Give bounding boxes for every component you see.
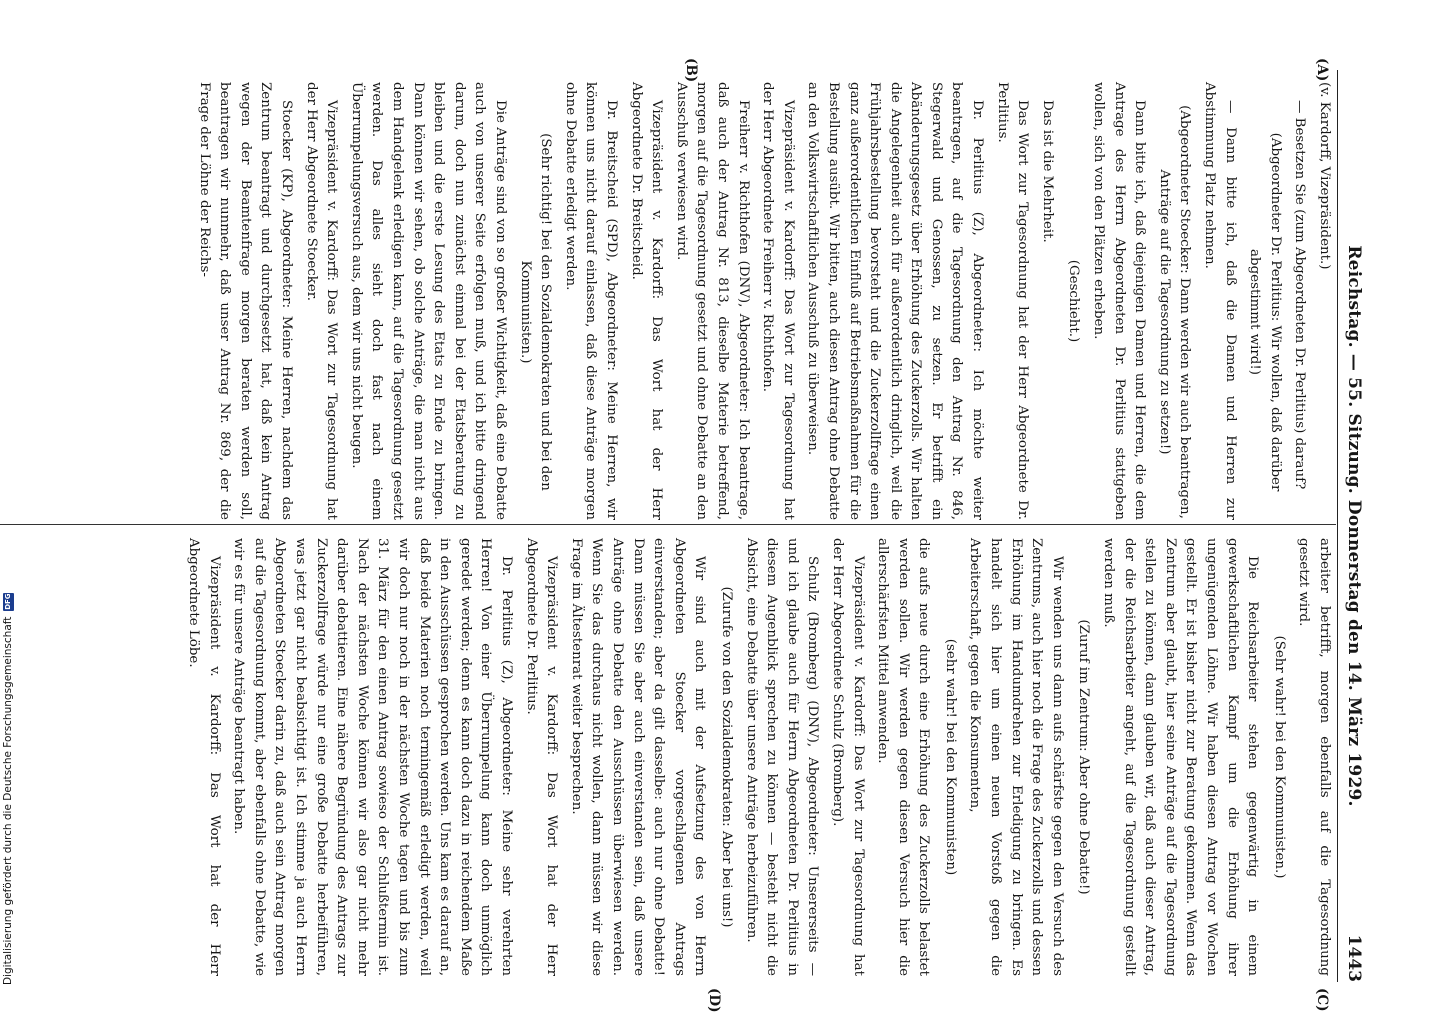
- page-number: 1443: [1344, 934, 1364, 982]
- interjection: (Zuruf im Zentrum: Aber ohne Debatte!): [1076, 619, 1092, 895]
- chair-remark: Vizepräsident v. Kardorff: Das Wort zur Tagesordnung hat der Herr Abgeordnete Stoecker.: [303, 82, 340, 520]
- right-column: [179, 538, 1334, 976]
- chair-remark: Vizepräsident v. Kardorff: Das Wort zur Tagesordnung hat der Herr Abgeordnete Freiherr v. Richthofen.: [760, 82, 796, 520]
- margin-mark-c: (C): [1314, 988, 1330, 1012]
- interjection: (Geschieht.): [1066, 259, 1082, 343]
- column-divider: [0, 524, 1336, 525]
- paragraph: Wir wenden uns dann aufs schärfste gegen den Versuch des Zentrums, auch hier noch die Frage des Zuckerzolls und dessen Erhöhung im Handumdrehen zur Erledigung zu bringen. Es handelt sich hier um einen neuen Vorstoß gegen die Arbeiterschaft, gegen die Konsumenten,: [967, 538, 1065, 976]
- paragraph: Das ist die Mehrheit.: [1039, 100, 1055, 243]
- paragraph: Das Wort zur Tagesordnung hat der Herr Abgeordnete Dr. Perlitius.: [994, 82, 1031, 520]
- dfg-logo: DFG: [3, 593, 12, 610]
- paragraph: Die Anträge sind von so großer Wichtigkeit, daß eine Debatte auch von unserer Seite erfolgen muß, und ich bitte dringend darum, doch nun zunächst einmal bei der Etatsberatung zu bleiben und die erste Lesung des Etats zu Ende zu bringen. Dann können wir sehen, ob solche Anträge, die man nicht aus dem Handgelenk erledigen kann, auf die Tagesordnung gesetzt werden. Das alles sieht doch fast nach einem Überrumpelungsversuch aus, dem wir uns nicht beugen.: [348, 82, 509, 520]
- speech: Dr. Perlitius (Z), Abgeordneter: Meine sehr verehrten Herren! Von einer Überrumpelung kann doch unmöglich geredet werden; denn es kann doch dazu in reichendem Maße in den Ausschüssen gesprochen werden. Uns kam es darauf an, daß beide Materien noch termingemäß erledigt werden, weil wir doch nur noch in der nächsten Woche tagen und bis zum 31. März für den einen Antrag sowieso der Schlußtermin ist. Nach der nächsten Woche können wir also gar nicht mehr darüber debattieren. Eine nähere Begründung des Antrags zur Zuckerzollfrage würde nur eine große Debatte herbeiführen, was jetzt gar nicht beabsichtigt ist. Ich stimme ja auch Herrn Abgeordneten Stoecker darin zu, daß auch sein Antrag morgen auf die Tagesordnung kommt, aber ebenfalls ohne Debatte, wie wir es für unsere Anträge beantragt haben.: [231, 538, 515, 976]
- interjection: (Abgeordneter Dr. Perlitius: Wir wollen, daß darüber abgestimmt wird!): [1247, 132, 1283, 492]
- chair-remark: Vizepräsident v. Kardorff: Das Wort hat der Herr Abgeordnete Dr. Perlitius.: [523, 538, 560, 976]
- speech: Dr. Perlitius (Z), Abgeordneter: Ich möchte weiter beantragen, auf die Tagesordnung den Antrag Nr. 846, Stegerwald und Genossen, zu setzen. Er betrifft ein Abänderungsgesetz über Erhöhung des Zuckerzolls. Wir halten die Angelegenheit auch für außerordentlich dringlich, weil die Frühjahrsbestellung bevorsteht und die Zuckerzollfrage einen ganz außerordentlichen Einfluß auf Betriebsmaßnahmen für die Bestellung ausübt. Wir bitten, auch diesen Antrag ohne Debatte an den Volkswirtschaftlichen Ausschuß zu überweisen.: [805, 82, 986, 520]
- paragraph: (v. Kardorff, Vizepräsident.): [1317, 82, 1332, 270]
- speech: Dr. Breitscheid (SPD), Abgeordneter: Meine Herren, wir können uns nicht darauf einlassen, daß diese Anträge morgen ohne Debatte erledigt werden.: [562, 82, 619, 520]
- paragraph: arbeiter betrifft, morgen ebenfalls auf die Tagesordnung gesetzt wird.: [1296, 538, 1332, 976]
- interjection: (Sehr richtig! bei den Sozialdemokraten und bei den Kommunisten.): [517, 133, 554, 491]
- header-rule: [1337, 70, 1338, 982]
- paragraph: Dann bitte ich, daß diejenigen Damen und Herren, die dem Antrage des Herrn Abgeordneten Dr. Perlitius stattgeben wollen, sich von den Plätzen erheben.: [1091, 82, 1148, 520]
- margin-mark-a: (A): [1314, 58, 1330, 82]
- speech: Stoecker (KP), Abgeordneter: Meine Herren, nachdem das Zentrum beantragt und durchgesetzt hat, daß kein Antrag wegen der Beamtenfrage morgen beraten werden soll, beantragen wir nunmehr, daß unser Antrag Nr. 869, der die Frage der Löhne der Reichs-: [196, 82, 295, 520]
- chair-remark: Vizepräsident v. Kardorff: Das Wort hat der Herr Abgeordnete Dr. Breitscheid.: [628, 82, 665, 520]
- paragraph: die aufs neue durch eine Erhöhung des Zuckerzolls belastet werden sollen. Wir werden gegen diesen Versuch hier die allerschärfsten Mittel anwenden.: [875, 538, 932, 976]
- margin-mark-d: (D): [706, 988, 722, 1012]
- page-header: [1338, 70, 1366, 982]
- credit-text: Digitalisierung gefördert durch die Deutsche Forschungsgemeinschaft: [2, 616, 14, 985]
- interjection: (Abgeordneter Stoecker: Dann werden wir auch beantragen, Anträge auf die Tagesordnung zu setzen!): [1156, 105, 1193, 519]
- digitization-credit: [2, 593, 14, 985]
- margin-mark-b: (B): [683, 58, 699, 83]
- interjection: (Sehr wahr! bei den Kommunisten.): [1271, 635, 1287, 879]
- chair-remark: Vizepräsident v. Kardorff: Das Wort zur Tagesordnung hat der Herr Abgeordnete Schulz (Bromberg).: [829, 538, 866, 976]
- paragraph: Die Reichsarbeiter stehen gegenwärtig in einem gewerkschaftlichen Kampf um die Erhöhung ihrer ungenügenden Löhne. Wir haben diesen Antrag vor Wochen gestellt. Er ist bisher nicht zur Beratung gekommen. Wenn das Zentrum aber glaubt, hier seine Anträge auf die Tagesordnung stellen zu können, dann glauben wir, daß auch dieser Antrag, der die Reichsarbeiter angeht, auf die Tagesordnung gestellt werden muß.: [1101, 538, 1261, 976]
- paragraph: — Dann bitte ich, daß die Damen und Herren zur Abstimmung Platz nehmen.: [1202, 82, 1238, 520]
- paragraph: Wir sind auch mit der Aufsetzung des von Herrn Abgeordneten Stoecker vorgeschlagenen Antrags einverstanden; aber da gilt dasselbe: auch nur ohne Debatte! Dann müssen Sie aber auch einverstanden sein, daß unsere Anträge ohne Debatte den Ausschüssen überwiesen werden. Wenn Sie das durchaus nicht wollen, dann müssen wir diese Frage im Ältestenrat weiter besprechen.: [568, 538, 708, 976]
- paragraph: — Besetzen Sie (zum Abgeordneten Dr. Perlitius) darauf?: [1292, 100, 1308, 490]
- running-head: Reichstag. — 55. Sitzung. Donnerstag den 14. März 1929.: [1344, 245, 1364, 807]
- speech: Schulz (Bromberg) (DNV), Abgeordneter: Unsererseits — und ich glaube auch für Herrn Abgeordneten Dr. Perlitius in diesem Augenblick sprechen zu können — besteht nicht die Absicht, eine Debatte über unsere Anträge herbeizuführen.: [743, 538, 821, 976]
- chair-remark: Vizepräsident v. Kardorff: Das Wort hat der Herr Abgeordnete Löbe.: [186, 538, 222, 976]
- interjection: (Zurufe von den Sozialdemokraten: Aber bei uns!): [718, 586, 734, 928]
- interjection: (sehr wahr! bei den Kommunisten): [942, 638, 958, 876]
- left-column: [189, 82, 1334, 520]
- speech: Freiherr v. Richthofen (DNV), Abgeordneter: Ich beantrage, daß auch der Antrag Nr. 813, dieselbe Materie betreffend, morgen auf die Tagesordnung gesetzt und ohne Debatte an den Ausschuß verwiesen wird.: [673, 82, 751, 520]
